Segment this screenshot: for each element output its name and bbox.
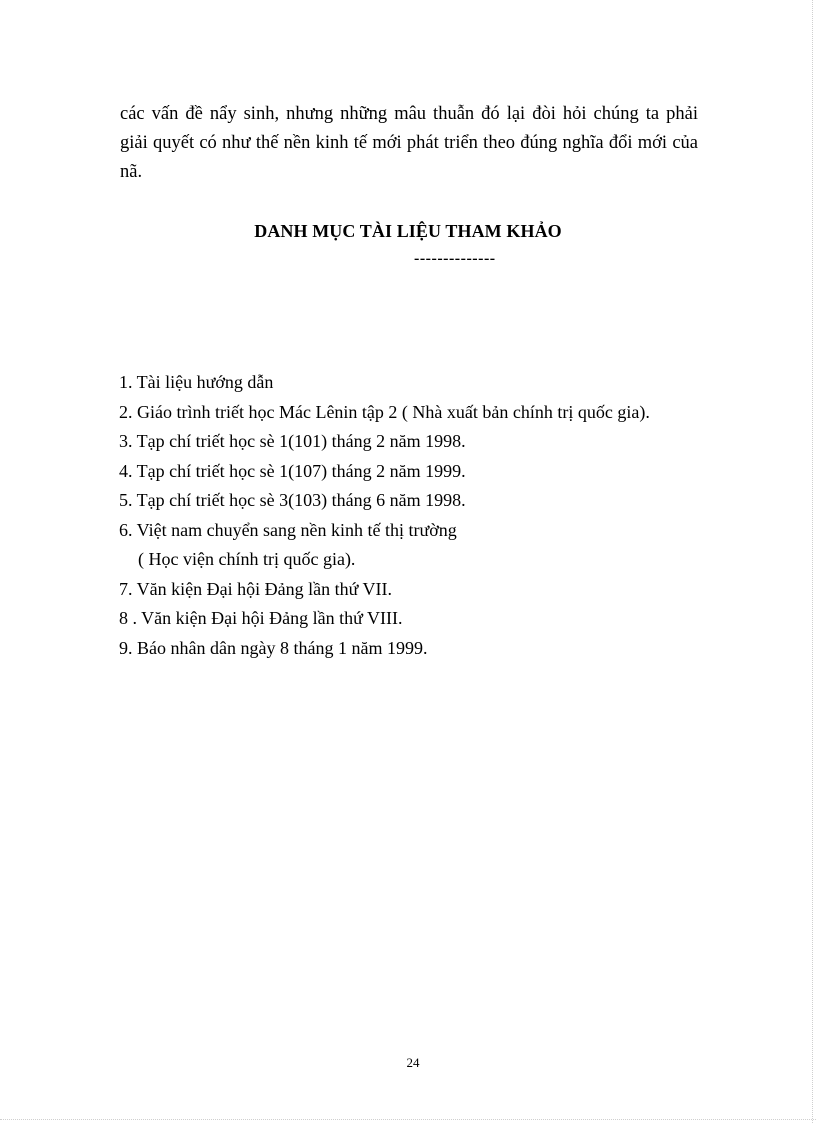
intro-line-2: giải quyết có như thế nền kinh tế mới phát triển theo đúng nghĩa đổi mới của: [120, 133, 698, 153]
heading-dash-rule: --------------: [414, 250, 496, 267]
intro-paragraph: [120, 100, 698, 187]
intro-line-3: nã.: [120, 162, 143, 182]
reference-item: 5. Tạp chí triết học sè 3(103) tháng 6 năm 1998.: [119, 490, 466, 510]
references-list: [119, 368, 650, 663]
reference-item-continuation: ( Học viện chính trị quốc gia).: [138, 549, 356, 569]
references-heading: DANH MỤC TÀI LIỆU THAM KHẢO: [254, 221, 562, 241]
page-border-bottom: [0, 1119, 816, 1120]
reference-item: 7. Văn kiện Đại hội Đảng lần thứ VII.: [119, 578, 393, 599]
intro-line-1: các vấn đề nẩy sinh, nhưng những mâu thuẫn đó lại đòi hỏi chúng ta phải: [120, 104, 698, 124]
reference-item: 4. Tạp chí triết học sè 1(107) tháng 2 năm 1999.: [119, 460, 466, 481]
page-number: 24: [406, 1055, 420, 1070]
reference-item: 1. Tài liệu hướng dẫn: [119, 372, 274, 392]
reference-item: 6. Việt nam chuyển sang nền kinh tế thị trường: [119, 519, 457, 540]
page-border-right: [812, 0, 813, 1123]
reference-item: 8 . Văn kiện Đại hội Đảng lần thứ VIII.: [119, 608, 403, 628]
reference-item: 9. Báo nhân dân ngày 8 tháng 1 năm 1999.: [119, 637, 428, 658]
reference-item: 3. Tạp chí triết học sè 1(101) tháng 2 năm 1998.: [119, 431, 466, 451]
reference-item: 2. Giáo trình triết học Mác Lênin tập 2 ( Nhà xuất bản chính trị quốc gia).: [119, 401, 650, 422]
